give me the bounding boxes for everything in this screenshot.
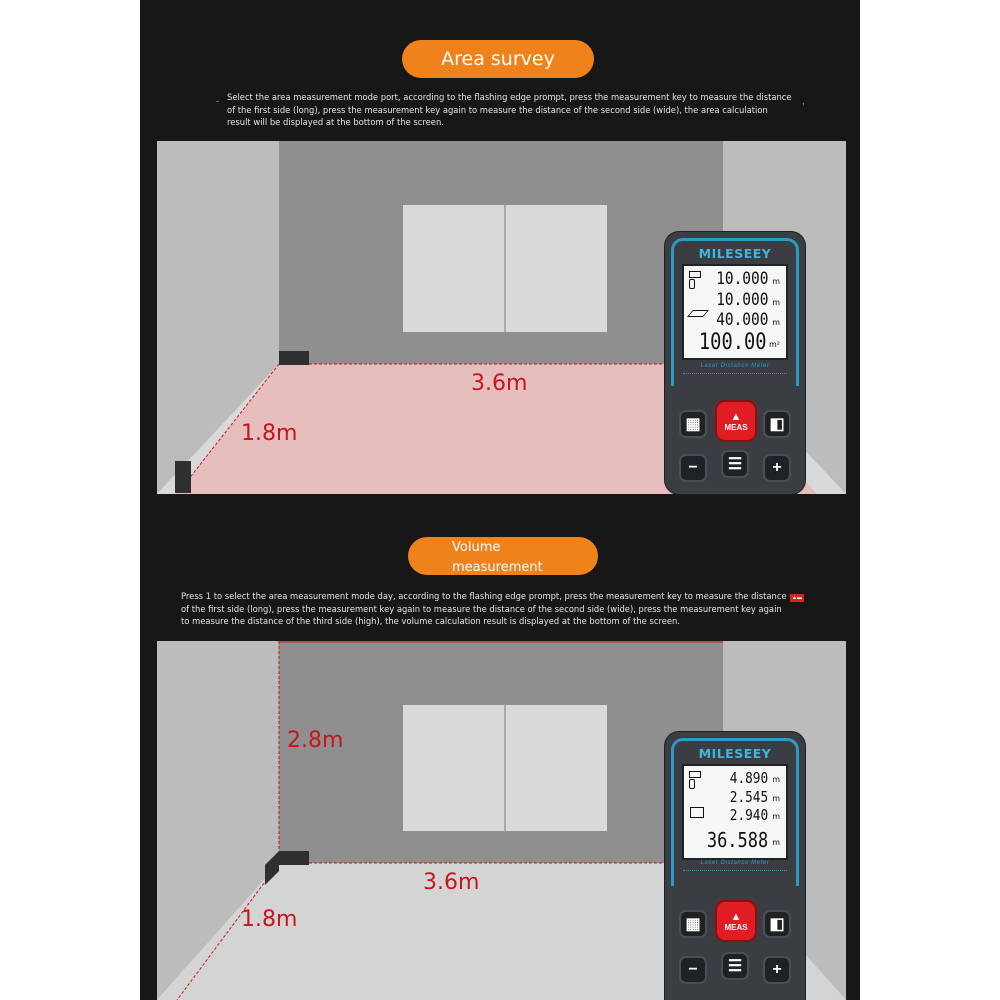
mode-grid-button[interactable]: [679, 410, 707, 438]
minus-button[interactable]: [679, 454, 707, 482]
reference-button[interactable]: [763, 910, 791, 938]
area-survey-title: [402, 40, 594, 78]
volume-title-line1: Volume: [452, 540, 501, 555]
device-screen: [682, 764, 788, 860]
device-divider: [683, 373, 787, 374]
plus-button[interactable]: [763, 956, 791, 984]
menu-icon: ☰: [727, 456, 743, 473]
distance-meter-area: [665, 232, 805, 494]
lcd-unit-result: m²: [769, 340, 780, 349]
area-width-label: 1.8m: [241, 421, 298, 446]
laser-pointer-icon: [689, 279, 695, 289]
volume-measurement-title: [408, 537, 598, 575]
area-mode-icon: [687, 310, 709, 317]
area-survey-title-text: Area survey: [441, 48, 555, 70]
lcd-unit-2: m: [772, 298, 780, 307]
meas-button[interactable]: [715, 400, 757, 442]
lcd-unit-1: m: [772, 277, 780, 286]
lcd-line-1: 4.890: [729, 769, 768, 787]
reference-icon: ◧: [769, 916, 785, 933]
lcd-line-3: 2.940: [729, 806, 768, 824]
area-length-label: 3.6m: [471, 371, 528, 396]
device-subtitle: Laser Distance Meter: [700, 363, 770, 369]
device-divider: [683, 870, 787, 871]
lcd-unit-3: m: [772, 812, 780, 821]
plus-icon: +: [772, 459, 782, 476]
laser-warning-icon: ▲: [730, 410, 742, 423]
laser-warning-sticker-icon: ▲▬: [792, 595, 802, 601]
volume-height-label: 2.8m: [287, 728, 344, 753]
device-subtitle: Laser Distance Meter: [700, 860, 770, 866]
grid-icon: ▦: [685, 916, 701, 933]
minus-icon: −: [688, 459, 698, 476]
device-brand: MILESEEY: [698, 246, 772, 261]
lcd-line-3: 40.000: [715, 310, 768, 330]
laser-pointer-icon: [689, 779, 695, 789]
lcd-line-2: 10.000: [715, 290, 768, 310]
plus-icon: +: [772, 961, 782, 978]
device-brand: MILESEEY: [698, 746, 772, 761]
bullet-dot: ,: [802, 96, 805, 106]
lcd-unit-result: m: [772, 838, 780, 847]
lcd-line-2: 2.545: [729, 788, 768, 806]
lcd-result: 100.00: [698, 330, 766, 355]
device-screen: [682, 264, 788, 360]
minus-button[interactable]: [679, 956, 707, 984]
lcd-unit-1: m: [772, 775, 780, 784]
bullet-dash: -: [216, 96, 219, 106]
menu-button[interactable]: [721, 952, 749, 980]
laser-warning-icon: ▲: [730, 910, 742, 923]
grid-icon: ▦: [685, 416, 701, 433]
minus-icon: −: [688, 961, 698, 978]
volume-title-line2: measurement: [452, 560, 543, 575]
menu-icon: ☰: [727, 958, 743, 975]
lcd-line-1: 10.000: [715, 269, 768, 289]
reference-icon: ◧: [769, 416, 785, 433]
meas-label: MEAS: [724, 422, 748, 432]
plus-button[interactable]: [763, 454, 791, 482]
volume-width-label: 1.8m: [241, 907, 298, 932]
battery-icon: [689, 771, 701, 778]
lcd-unit-3: m: [772, 318, 780, 327]
distance-meter-volume: [665, 732, 805, 1000]
volume-length-label: 3.6m: [423, 870, 480, 895]
menu-button[interactable]: [721, 450, 749, 478]
reference-button[interactable]: [763, 410, 791, 438]
battery-icon: [689, 271, 701, 278]
volume-mode-icon: [690, 807, 704, 818]
mode-grid-button[interactable]: [679, 910, 707, 938]
meas-button[interactable]: [715, 900, 757, 942]
meas-label: MEAS: [724, 922, 748, 932]
lcd-unit-2: m: [772, 794, 780, 803]
area-survey-description: Select the area measurement mode port, according to the flashing edge prompt, press the measurement key to measure the distance of the first side (long), press the measurement key again to measure the distance of the second side (wide), the area calculation result will be displayed at the bottom of the screen.: [227, 92, 792, 127]
volume-description: Press 1 to select the area measurement mode day, according to the flashing edge prompt, press the measurement key to measure the distance of the first side (long), press the measurement key again to measure the distance of the second side (wide), press the measurement key again to measure the distance of the third side (high), the volume calculation result is displayed at the bottom of the screen.: [181, 591, 787, 626]
lcd-result: 36.588: [706, 828, 768, 852]
